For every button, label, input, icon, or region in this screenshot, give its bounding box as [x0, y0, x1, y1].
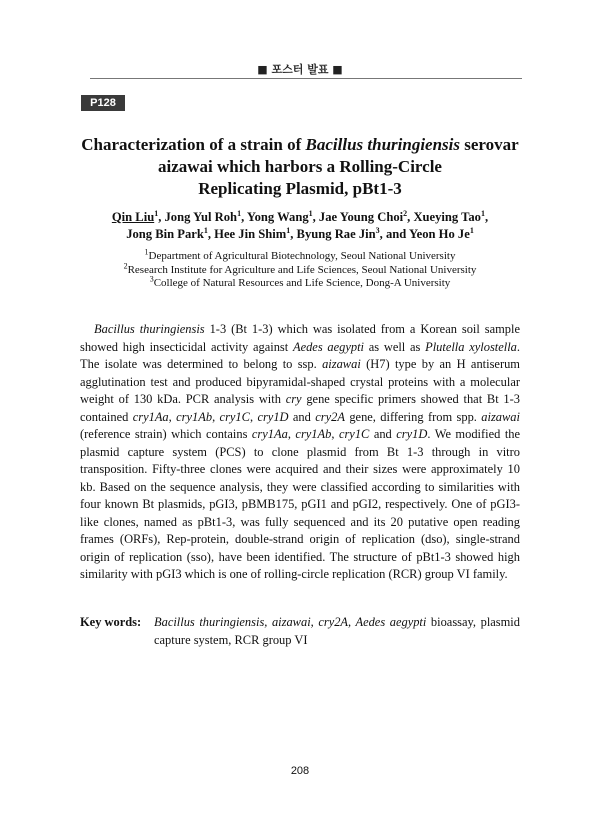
abstract-italic-term: cry1C	[219, 409, 250, 424]
page-number: 208	[290, 765, 310, 777]
abstract-text: and	[369, 427, 397, 441]
abstract-italic-term: cry	[285, 392, 302, 406]
abstract-text: ,	[287, 427, 296, 441]
title-line-1	[60, 134, 540, 156]
author-affiliation-mark: 1	[203, 225, 208, 235]
abstract-text: 1-3 (Bt 1-3) which was isolated from a Korean soil sample showed high insecticidal activity against	[80, 322, 520, 354]
keywords-label: Key words:	[80, 615, 142, 629]
affiliation-text: Department of Agricultural Biotechnology, Seoul National University	[148, 250, 456, 262]
author-name: Jae Young Choi	[318, 210, 404, 224]
abstract-italic-term: Bacillus thuringiensis	[94, 322, 205, 336]
author-separator: ,	[290, 227, 297, 241]
abstract-italic-term: aizawai	[481, 409, 520, 424]
abstract-italic-term: cry1Ab	[176, 409, 213, 424]
abstract-text: ,	[212, 409, 220, 424]
title-text: serovar	[460, 135, 519, 154]
abstract-italic-term: cry2A	[315, 409, 345, 424]
abstract-body	[80, 321, 520, 584]
author-affiliation-mark: 1	[480, 208, 485, 218]
affiliation-mark: 2	[123, 260, 128, 270]
affiliation-mark: 1	[144, 247, 149, 257]
poster-number-badge: P128	[81, 95, 125, 111]
abstract-italic-term: Aedes aegypti	[292, 339, 365, 354]
affiliation-line	[60, 247, 540, 264]
author-separator: ,	[484, 210, 489, 224]
abstract-text: . The isolate was determined to belong to ssp.	[80, 339, 520, 371]
abstract-italic-term: cry1Aa	[132, 409, 169, 424]
author-name: Xueying Tao	[413, 210, 481, 224]
author-name: Hee Jin Shim	[214, 227, 287, 241]
title-line-3: Replicating Plasmid, pBt1-3	[198, 179, 402, 198]
author-name: Jong Yul Roh	[164, 210, 238, 224]
presenting-author-name: Qin Liu	[111, 210, 155, 224]
abstract-italic-term: cry1D	[257, 409, 289, 424]
author-name: Yeon Ho Je	[408, 227, 470, 241]
author-affiliation-mark: 1	[286, 225, 291, 235]
author-affiliation-mark: 1	[154, 208, 159, 218]
abstract-text: . We modified the plasmid capture system (PCS) to clone plasmid from Bt 1-3 through in vitro transposition. Fifty-three clones were acquired and their sizes were approximately 10 kb. Based on the sequence analysis, they were classified according to similarities with four known Bt plasmids, pGI3, pBMB175, pGI1 and pGI2, respectively. One of pGI3-like clones, named as pBt1-3, was fully sequenced and its 20 putative open reading frames (ORFs), Rep-protein, double-strand origin of replication (dso), single-strand origin of replication (sso), have been identified. The structure of pBt1-3 showed high similarity with pGI3 which is one of rolling-circle replication (RCR) group VI family.	[80, 427, 521, 581]
abstract-italic-term: Plutella xylostella	[425, 339, 517, 354]
abstract-text: (reference strain) which contains	[80, 427, 252, 441]
section-header: ■ 포스터 발표 ■	[257, 63, 343, 76]
author-separator: ,	[241, 210, 247, 224]
header-divider	[90, 78, 522, 79]
keywords-list	[154, 614, 520, 649]
author-affiliation-mark: 1	[308, 208, 313, 218]
author-name: Yong Wang	[246, 210, 309, 224]
affiliation-line	[60, 260, 540, 278]
abstract-text: and	[288, 409, 316, 424]
author-affiliation-mark: 3	[375, 225, 380, 235]
title-line-2: aizawai which harbors a Rolling-Circle	[158, 157, 442, 176]
author-affiliation-mark: 1	[469, 225, 474, 235]
author-separator: ,	[407, 210, 414, 224]
author-affiliation-mark: 1	[237, 208, 242, 218]
affiliation-line	[60, 274, 540, 291]
abstract-text: ,	[249, 409, 258, 424]
abstract-text: gene, differing from spp.	[344, 409, 482, 424]
author-name: Jong Bin Park	[126, 227, 204, 241]
author-separator: ,	[158, 210, 165, 224]
abstract-text: ,	[168, 409, 177, 424]
title-text: Characterization of a strain of	[81, 135, 306, 154]
abstract-italic-term: cry1C	[338, 427, 370, 441]
abstract-italic-term: cry1Ab	[295, 427, 332, 441]
author-separator: ,	[312, 210, 319, 224]
keyword-text: bioassay, plasmid capture system, RCR group VI	[154, 615, 520, 647]
affiliation-list	[60, 247, 540, 291]
keywords-block	[80, 614, 520, 649]
author-separator: , and	[379, 227, 409, 241]
abstract-text: as well as	[364, 339, 426, 354]
abstract-italic-term: cry1Aa	[251, 427, 288, 441]
affiliation-mark: 3	[149, 274, 154, 284]
title-species-name: Bacillus thuringiensis	[305, 135, 461, 154]
abstract-italic-term: cry1D	[396, 427, 428, 441]
keyword-italic-terms: Bacillus thuringiensis, aizawai, cry2A, Aedes aegypti	[154, 615, 427, 629]
author-affiliation-mark: 2	[403, 208, 408, 218]
author-separator: ,	[207, 227, 215, 241]
affiliation-text: College of Natural Resources and Life Science, Dong-A University	[153, 277, 451, 289]
author-list	[60, 209, 540, 243]
abstract-text: (H7) type by an H antiserum agglutination test and produced bipyramidal-shaped crystal proteins with a molecular weight of 130 kDa. PCR analysis with	[80, 357, 520, 406]
abstract-text: ,	[331, 427, 339, 441]
affiliation-text: Research Institute for Agriculture and Life Sciences, Seoul National University	[127, 263, 477, 276]
abstract-italic-term: aizawai	[322, 357, 361, 371]
paper-title	[60, 134, 540, 200]
abstract-text: gene specific primers showed that Bt 1-3 contained	[80, 392, 520, 424]
author-name: Byung Rae Jin	[296, 227, 376, 241]
author-line-1	[60, 209, 540, 226]
author-line-2	[60, 226, 540, 243]
